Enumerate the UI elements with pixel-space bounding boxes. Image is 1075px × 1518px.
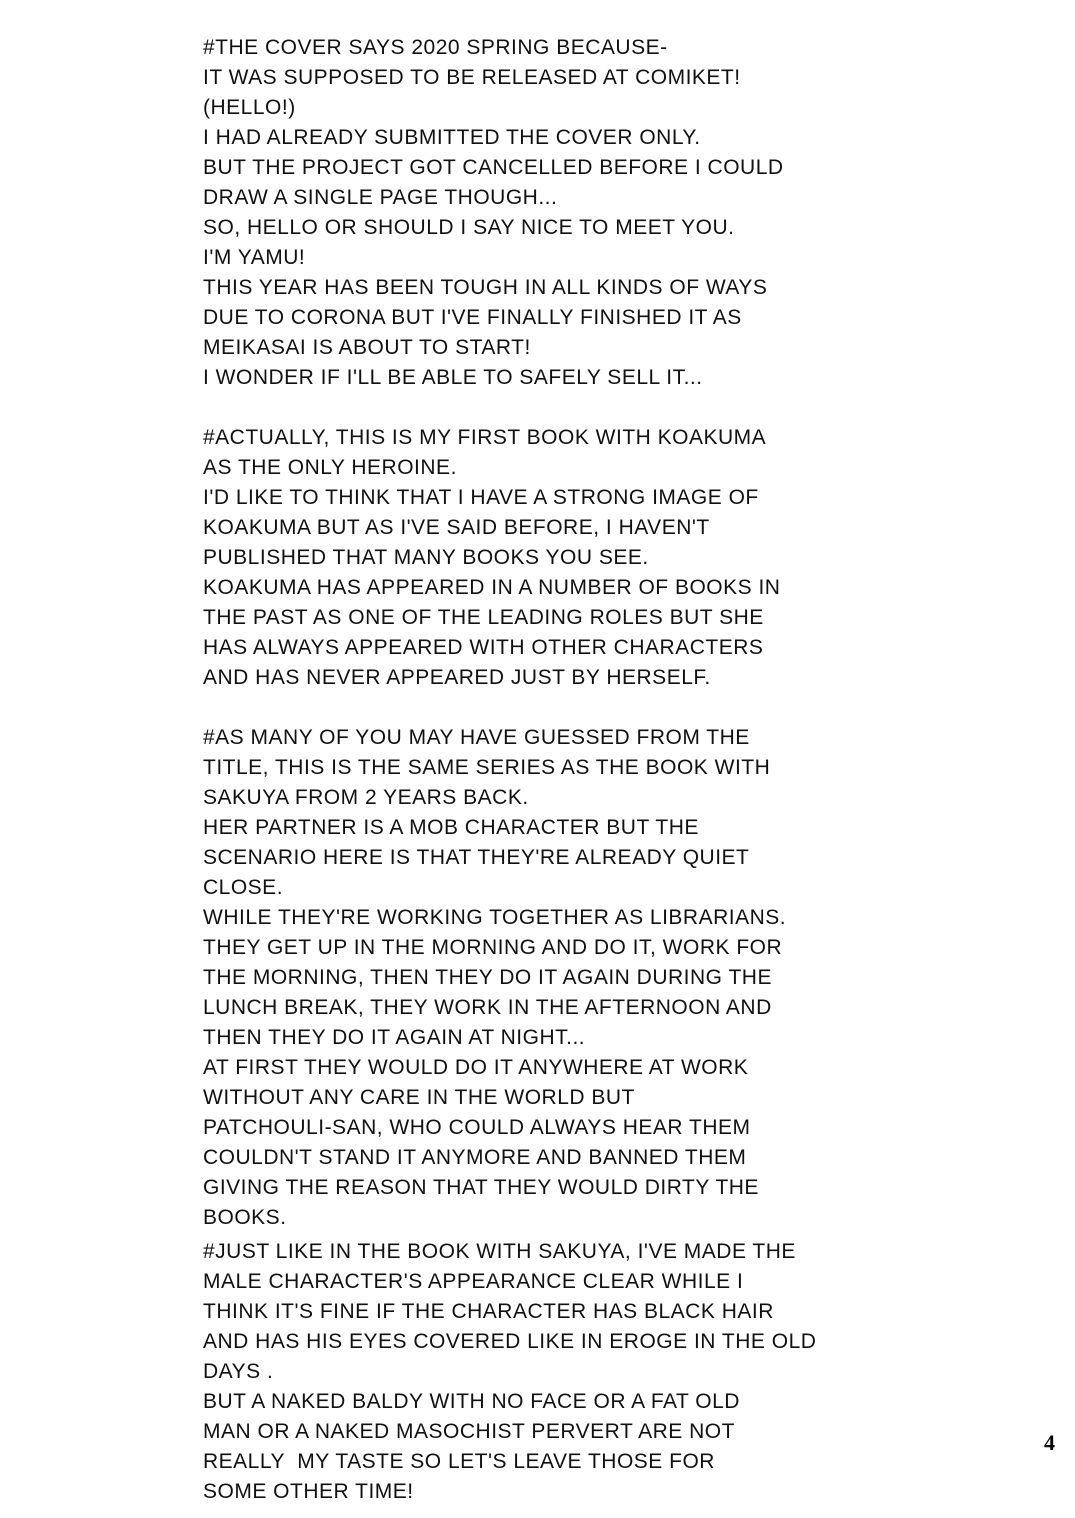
text-line: PATCHOULI-SAN, WHO COULD ALWAYS HEAR THEM xyxy=(203,1116,751,1139)
text-line: HER PARTNER IS A MOB CHARACTER BUT THE xyxy=(203,816,699,839)
text-line: CLOSE. xyxy=(203,876,284,899)
text-line: HAS ALWAYS APPEARED WITH OTHER CHARACTERS xyxy=(203,636,764,659)
text-line: COULDN'T STAND IT ANYMORE AND BANNED THEM xyxy=(203,1146,747,1169)
text-line: IT WAS SUPPOSED TO BE RELEASED AT COMIKET! xyxy=(203,66,741,89)
text-line: I'D LIKE TO THINK THAT I HAVE A STRONG IMAGE OF xyxy=(203,486,759,509)
text-line: REALLY MY TASTE SO LET'S LEAVE THOSE FOR xyxy=(203,1450,715,1473)
text-line: THIS YEAR HAS BEEN TOUGH IN ALL KINDS OF WAYS xyxy=(203,276,768,299)
text-line: GIVING THE REASON THAT THEY WOULD DIRTY THE xyxy=(203,1176,759,1199)
text-line: THINK IT'S FINE IF THE CHARACTER HAS BLACK HAIR xyxy=(203,1300,774,1323)
text-line: MEIKASAI IS ABOUT TO START! xyxy=(203,336,531,359)
text-line: I'M YAMU! xyxy=(203,246,306,269)
text-line: AS THE ONLY HEROINE. xyxy=(203,456,457,479)
text-line: WITHOUT ANY CARE IN THE WORLD BUT xyxy=(203,1086,635,1109)
text-line: AND HAS NEVER APPEARED JUST BY HERSELF. xyxy=(203,666,711,689)
text-line: KOAKUMA HAS APPEARED IN A NUMBER OF BOOKS IN xyxy=(203,576,781,599)
paragraph-cover-note xyxy=(203,33,784,393)
paragraph-series-note xyxy=(203,723,786,1233)
text-line: AT FIRST THEY WOULD DO IT ANYWHERE AT WORK xyxy=(203,1056,749,1079)
text-line: SOME OTHER TIME! xyxy=(203,1480,414,1503)
text-line: WHILE THEY'RE WORKING TOGETHER AS LIBRARIANS. xyxy=(203,906,787,929)
text-line: I HAD ALREADY SUBMITTED THE COVER ONLY. xyxy=(203,126,701,149)
text-line: #THE COVER SAYS 2020 SPRING BECAUSE- xyxy=(203,36,668,59)
paragraph-male-character-note xyxy=(203,1237,816,1507)
page-number: 4 xyxy=(1044,1430,1055,1455)
text-line: MALE CHARACTER'S APPEARANCE CLEAR WHILE I xyxy=(203,1270,744,1293)
text-line: BOOKS. xyxy=(203,1206,287,1229)
text-line: THE PAST AS ONE OF THE LEADING ROLES BUT SHE xyxy=(203,606,764,629)
text-line: TITLE, THIS IS THE SAME SERIES AS THE BOOK WITH xyxy=(203,756,771,779)
text-line: BUT A NAKED BALDY WITH NO FACE OR A FAT OLD xyxy=(203,1390,740,1413)
text-line: THEN THEY DO IT AGAIN AT NIGHT... xyxy=(203,1026,586,1049)
text-line: DRAW A SINGLE PAGE THOUGH... xyxy=(203,186,558,209)
text-line: SO, HELLO OR SHOULD I SAY NICE TO MEET YOU. xyxy=(203,216,735,239)
paragraph-koakuma-note xyxy=(203,423,780,693)
text-line: SAKUYA FROM 2 YEARS BACK. xyxy=(203,786,529,809)
text-line: (HELLO!) xyxy=(203,96,296,119)
text-line: DAYS . xyxy=(203,1360,274,1383)
text-line: SCENARIO HERE IS THAT THEY'RE ALREADY QUIET xyxy=(203,846,750,869)
text-line: #JUST LIKE IN THE BOOK WITH SAKUYA, I'VE MADE THE xyxy=(203,1240,796,1263)
text-line: DUE TO CORONA BUT I'VE FINALLY FINISHED IT AS xyxy=(203,306,742,329)
text-line: PUBLISHED THAT MANY BOOKS YOU SEE. xyxy=(203,546,649,569)
text-line: THEY GET UP IN THE MORNING AND DO IT, WORK FOR xyxy=(203,936,783,959)
text-line: LUNCH BREAK, THEY WORK IN THE AFTERNOON AND xyxy=(203,996,772,1019)
text-line: AND HAS HIS EYES COVERED LIKE IN EROGE IN THE OLD xyxy=(203,1330,817,1353)
text-line: BUT THE PROJECT GOT CANCELLED BEFORE I COULD xyxy=(203,156,784,179)
text-line: MAN OR A NAKED MASOCHIST PERVERT ARE NOT xyxy=(203,1420,735,1443)
text-line: #ACTUALLY, THIS IS MY FIRST BOOK WITH KOAKUMA xyxy=(203,426,767,449)
text-line: #AS MANY OF YOU MAY HAVE GUESSED FROM THE xyxy=(203,726,750,749)
text-line: I WONDER IF I'LL BE ABLE TO SAFELY SELL IT... xyxy=(203,366,703,389)
text-line: THE MORNING, THEN THEY DO IT AGAIN DURING THE xyxy=(203,966,772,989)
text-line: KOAKUMA BUT AS I'VE SAID BEFORE, I HAVEN'T xyxy=(203,516,710,539)
